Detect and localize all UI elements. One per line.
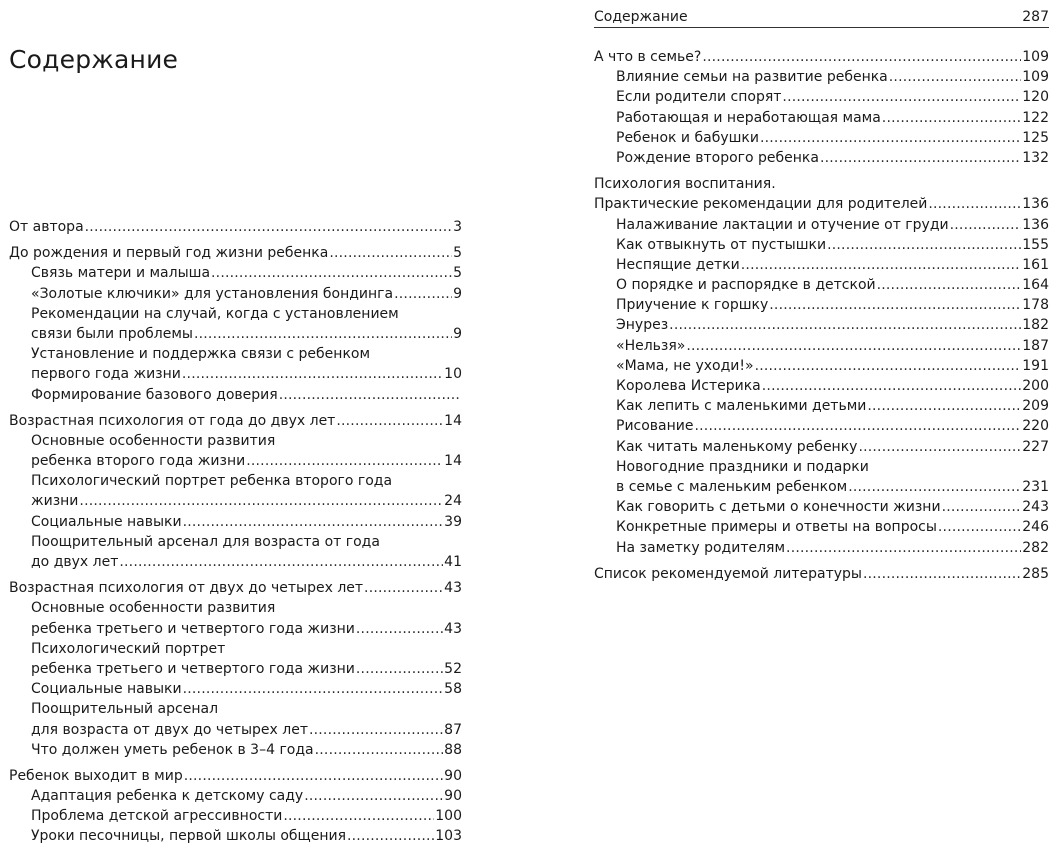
dot-leader	[194, 324, 452, 344]
right-page	[594, 0, 1049, 830]
dot-leader	[686, 336, 1021, 356]
toc-subentry	[594, 336, 1049, 356]
toc-entry-label: Как лепить с маленькими детьми	[616, 398, 867, 415]
toc-page-number: 155	[1022, 236, 1049, 253]
toc-page-number: 5	[453, 265, 462, 282]
toc-subentry	[9, 304, 462, 324]
dot-leader	[950, 215, 1022, 235]
toc-entry-label: Неспящие детки	[616, 256, 740, 273]
dot-leader	[938, 517, 1021, 537]
dot-leader	[741, 255, 1022, 275]
toc-entry-label: Если родители спорят	[616, 89, 782, 106]
toc-subentry	[9, 826, 462, 846]
toc-subentry	[594, 477, 1049, 497]
toc-subentry	[594, 275, 1049, 295]
toc-subentry	[9, 364, 462, 384]
toc-entry-label: Как читать маленькому ребенку	[616, 438, 858, 455]
toc-subentry	[9, 324, 462, 344]
toc-entry-label: Влияние семьи на развитие ребенка	[616, 69, 888, 86]
toc-entry-label: Формирование базового доверия	[31, 386, 278, 403]
toc-page-number: 9	[453, 325, 462, 342]
toc-subentry	[594, 215, 1049, 235]
toc-entry-label: Королева Истерика	[616, 378, 761, 394]
toc-subentry	[594, 235, 1049, 255]
toc-entry	[9, 766, 462, 786]
dot-leader	[211, 263, 452, 283]
dot-leader	[695, 416, 1022, 436]
toc-page-number: 109	[1022, 49, 1049, 65]
dot-leader	[315, 740, 444, 760]
dot-leader	[79, 491, 443, 511]
dot-leader	[336, 411, 443, 431]
toc-entry-label: Связь матери и малыша	[31, 265, 211, 282]
toc-entry-label: Основные особенности развития	[31, 432, 276, 449]
toc-subentry	[9, 740, 462, 760]
page-number: 287	[1022, 9, 1049, 25]
toc-entry-label: Психологический портрет ребенка второго года	[31, 473, 393, 490]
toc-subentry	[594, 416, 1049, 436]
toc-entry-label: Социальные навыки	[31, 513, 182, 530]
dot-leader	[182, 364, 443, 384]
dot-leader	[863, 564, 1021, 584]
toc-entry-label: Как отвыкнуть от пустышки	[616, 236, 827, 253]
toc-entry-label: Рождение второго ребенка	[616, 149, 819, 166]
dot-leader	[184, 766, 443, 786]
toc-subentry	[9, 699, 462, 719]
toc-page-number: 109	[1022, 69, 1049, 86]
toc-entry-label: в семье с маленьким ребенком	[616, 478, 848, 495]
toc-page-number: 282	[1022, 539, 1049, 556]
dot-leader	[877, 275, 1022, 295]
toc-subentry	[9, 385, 462, 405]
toc-subentry	[594, 128, 1049, 148]
toc-subentry	[594, 497, 1049, 517]
toc-entry-label: Поощрительный арсенал для возраста от года	[31, 533, 380, 550]
toc-page-number: 10	[444, 366, 462, 383]
toc-page-number: 122	[1022, 109, 1049, 126]
toc-page-number: 231	[1022, 478, 1049, 495]
toc-entry	[9, 243, 462, 263]
toc-entry-label: Рисование	[616, 418, 694, 435]
toc-entry-label: «Золотые ключики» для установления бондинга	[31, 285, 394, 302]
toc-subentry	[9, 512, 462, 532]
toc-subentry	[594, 437, 1049, 457]
toc-entry	[594, 564, 1049, 584]
running-head-title: Содержание	[594, 9, 688, 25]
toc-page-number: 187	[1022, 337, 1049, 354]
toc-entry-label: На заметку родителям	[616, 539, 786, 556]
toc-entry-label: ребенка третьего и четвертого года жизни	[31, 660, 355, 677]
dot-leader	[858, 437, 1021, 457]
toc-entry-label: ребенка второго года жизни	[31, 453, 246, 470]
toc-page-number: 200	[1022, 378, 1049, 394]
toc-section	[594, 174, 1049, 558]
toc-entry	[9, 217, 462, 237]
dot-leader	[364, 578, 443, 598]
toc-page-number: 87	[444, 721, 462, 738]
toc-subentry	[594, 315, 1049, 335]
toc-page-number: 227	[1022, 438, 1049, 455]
toc-right-column	[594, 47, 1049, 590]
dot-leader	[882, 108, 1021, 128]
toc-entry-label: Конкретные примеры и ответы на вопросы	[616, 519, 937, 536]
dot-leader	[782, 87, 1021, 107]
toc-subentry	[594, 87, 1049, 107]
toc-page-number: 39	[444, 513, 462, 530]
toc-entry-label: Поощрительный арсенал	[31, 701, 219, 718]
toc-subentry	[594, 457, 1049, 477]
toc-subentry	[9, 598, 462, 618]
toc-page-number: 246	[1022, 519, 1049, 536]
toc-entry	[594, 47, 1049, 67]
toc-section	[9, 243, 462, 405]
toc-entry-label: Ребенок и бабушки	[616, 129, 759, 146]
dot-leader	[762, 376, 1022, 396]
toc-left-column	[9, 217, 462, 853]
toc-subentry	[9, 451, 462, 471]
dot-leader	[669, 315, 1021, 335]
toc-subentry	[9, 491, 462, 511]
toc-section	[9, 766, 462, 847]
toc-subentry	[9, 786, 462, 806]
dot-leader	[183, 512, 444, 532]
toc-page-number: 14	[444, 412, 462, 429]
toc-entry-label: Психологический портрет	[31, 640, 226, 657]
toc-entry-label: А что в семье?	[594, 49, 702, 65]
toc-subentry	[594, 108, 1049, 128]
toc-section	[9, 411, 462, 573]
page-title: Содержание	[9, 45, 179, 74]
toc-subentry	[9, 344, 462, 364]
dot-leader	[85, 217, 452, 237]
dot-leader	[356, 619, 443, 639]
toc-page-number: 90	[444, 767, 462, 784]
toc-page-number: 9	[453, 285, 462, 302]
toc-entry-label: Энурез	[616, 317, 669, 334]
toc-page-number: 90	[444, 788, 462, 805]
toc-page-number: 191	[1022, 357, 1049, 374]
dot-leader	[702, 47, 1021, 67]
toc-page-number: 43	[444, 620, 462, 637]
toc-page-number: 3	[453, 219, 462, 235]
toc-entry-label: Новогодние праздники и подарки	[616, 458, 869, 475]
dot-leader	[309, 720, 443, 740]
toc-page-number: 220	[1022, 418, 1049, 435]
left-page	[9, 0, 462, 845]
toc-section	[9, 578, 462, 760]
toc-section	[594, 47, 1049, 168]
toc-entry-label: Работающая и неработающая мама	[616, 109, 881, 126]
toc-entry-label: жизни	[31, 493, 79, 510]
toc-entry-label: Адаптация ребенка к детскому саду	[31, 788, 304, 805]
toc-page-number: 24	[444, 493, 462, 510]
toc-page-number: 178	[1022, 297, 1049, 314]
toc-subentry	[594, 356, 1049, 376]
dot-leader	[848, 477, 1021, 497]
dot-leader	[119, 552, 443, 572]
toc-page-number: 5	[453, 245, 462, 262]
toc-entry-label: От автора	[9, 219, 84, 235]
toc-entry-label: ребенка третьего и четвертого года жизни	[31, 620, 355, 637]
toc-entry-label: Практические рекомендации для родителей	[594, 196, 928, 213]
toc-page-number: 58	[444, 681, 462, 698]
toc-entry-label: Что должен уметь ребенок в 3–4 года	[31, 741, 314, 758]
toc-entry-label: первого года жизни	[31, 366, 181, 383]
toc-section	[594, 564, 1049, 584]
toc-page-number: 103	[435, 828, 462, 845]
toc-subentry	[594, 67, 1049, 87]
dot-leader	[347, 826, 434, 846]
toc-entry	[9, 578, 462, 598]
toc-subentry	[9, 806, 462, 826]
toc-entry-label: Как говорить с детьми о конечности жизни	[616, 499, 941, 516]
toc-entry	[9, 411, 462, 431]
toc-subentry	[9, 639, 462, 659]
toc-entry-label: Установление и поддержка связи с ребенком	[31, 346, 371, 363]
toc-entry-label: Список рекомендуемой литературы	[594, 565, 862, 582]
toc-page-number: 52	[444, 660, 462, 677]
toc-entry-label: Рекомендации на случай, когда с установлением	[31, 305, 399, 322]
dot-leader	[889, 67, 1022, 87]
toc-subentry	[9, 532, 462, 552]
dot-leader	[246, 451, 443, 471]
dot-leader	[304, 786, 443, 806]
toc-page-number: 132	[1022, 149, 1049, 166]
toc-entry-label: Ребенок выходит в мир	[9, 767, 183, 784]
toc-section	[9, 217, 462, 237]
toc-entry-label: до двух лет	[31, 554, 119, 570]
toc-subentry	[594, 255, 1049, 275]
toc-subentry	[594, 295, 1049, 315]
toc-entry-label: Проблема детской агрессивности	[31, 808, 283, 825]
dot-leader	[827, 235, 1021, 255]
running-head	[594, 7, 1049, 28]
toc-page-number: 164	[1022, 277, 1049, 294]
toc-entry-label: Налаживание лактации и отучение от груди	[616, 216, 949, 233]
dot-leader	[183, 679, 444, 699]
dot-leader	[356, 659, 443, 679]
toc-subentry	[594, 538, 1049, 558]
toc-page-number: 209	[1022, 398, 1049, 415]
toc-subentry	[9, 679, 462, 699]
toc-page-number: 41	[444, 554, 462, 570]
toc-entry-label: Возрастная психология от года до двух лет	[9, 412, 336, 429]
toc-page-number: 43	[444, 580, 462, 597]
dot-leader	[283, 806, 434, 826]
dot-leader	[279, 385, 461, 405]
toc-subentry	[9, 552, 462, 572]
toc-page-number: 136	[1022, 216, 1049, 233]
toc-subentry	[594, 396, 1049, 416]
toc-subentry	[594, 376, 1049, 396]
toc-subentry	[9, 431, 462, 451]
toc-subentry	[9, 720, 462, 740]
toc-entry	[594, 174, 1049, 194]
toc-entry-label: Приучение к горшку	[616, 297, 769, 314]
toc-entry-label: Социальные навыки	[31, 681, 182, 698]
toc-entry-label: О порядке и распорядке в детской	[616, 277, 876, 294]
toc-page-number: 100	[435, 808, 462, 825]
toc-subentry	[9, 619, 462, 639]
toc-page-number: 285	[1022, 565, 1049, 582]
toc-subentry	[9, 471, 462, 491]
toc-subentry	[9, 659, 462, 679]
toc-subentry	[594, 148, 1049, 168]
toc-page-number: 182	[1022, 317, 1049, 334]
toc-page-number: 136	[1022, 196, 1049, 213]
dot-leader	[786, 538, 1021, 558]
toc-page-number: 88	[444, 741, 462, 758]
toc-entry-label: связи были проблемы	[31, 325, 193, 342]
toc-entry-label: Психология воспитания.	[594, 176, 776, 193]
toc-subentry	[594, 517, 1049, 537]
toc-entry-label: До рождения и первый год жизни ребенка	[9, 245, 329, 262]
dot-leader	[928, 194, 1021, 214]
dot-leader	[394, 284, 452, 304]
dot-leader	[820, 148, 1021, 168]
toc-entry-label: «Нельзя»	[616, 337, 686, 354]
toc-subentry	[9, 263, 462, 283]
toc-entry	[594, 194, 1049, 214]
toc-page-number: 120	[1022, 89, 1049, 106]
toc-subentry	[9, 284, 462, 304]
dot-leader	[760, 128, 1021, 148]
dot-leader	[942, 497, 1022, 517]
toc-entry-label: Возрастная психология от двух до четырех лет	[9, 580, 364, 597]
toc-entry-label: Основные особенности развития	[31, 600, 276, 617]
dot-leader	[769, 295, 1021, 315]
toc-page-number: 243	[1022, 499, 1049, 516]
toc-page-number: 14	[444, 453, 462, 470]
toc-entry-label: Уроки песочницы, первой школы общения	[31, 828, 346, 845]
dot-leader	[867, 396, 1021, 416]
toc-page-number: 161	[1022, 256, 1049, 273]
dot-leader	[329, 243, 452, 263]
toc-page-number: 125	[1022, 129, 1049, 146]
dot-leader	[755, 356, 1022, 376]
toc-entry-label: «Мама, не уходи!»	[616, 357, 754, 374]
toc-entry-label: для возраста от двух до четырех лет	[31, 721, 308, 738]
